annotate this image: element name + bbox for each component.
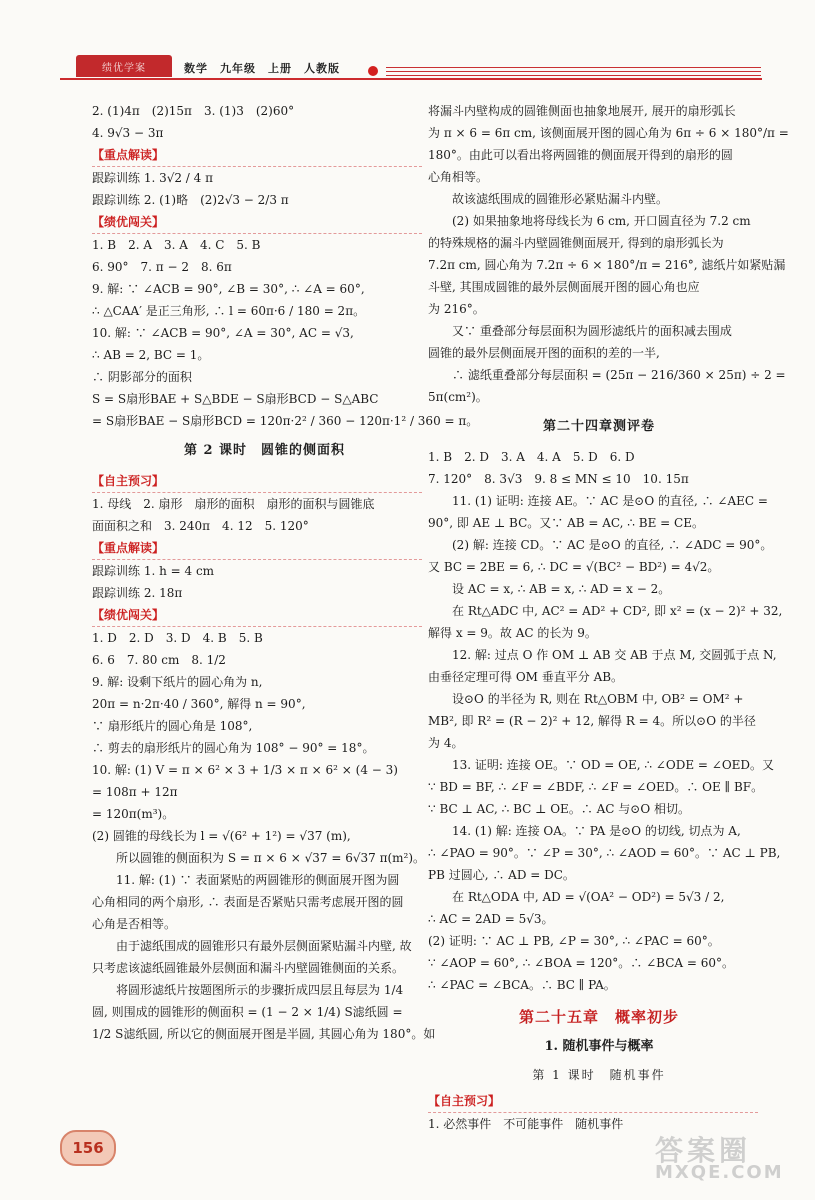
answer-line: 又∵ 重叠部分每层面积为圆形滤纸片的面积减去围成 (452, 324, 732, 338)
answer-line: = S扇形BAE − S扇形BCD = 120π·2² / 360 − 120π·1² / 360 = π。 (92, 414, 479, 428)
section-tag (92, 470, 437, 493)
answer-line: 为 4。 (428, 736, 464, 750)
answer-line: ∵ ∠AOP = 60°, ∴ ∠BOA = 120°。∴ ∠BCA = 60°。 (428, 956, 735, 970)
answer-line: 跟踪训练 2. 18π (92, 586, 183, 600)
answer-line: 将圆形滤纸片按题图所示的步骤折成四层且每层为 1/4 (116, 983, 404, 997)
answer-line: 心角相同的两个扇形, ∴ 表面是否紧贴只需考虑展开图的圆 (92, 895, 404, 909)
answer-line: ∴ 阴影部分的面积 (92, 370, 192, 384)
answer-line: (2) 如果抽象地将母线长为 6 cm, 开口圆直径为 7.2 cm (452, 214, 751, 228)
answer-line: 心角是否相等。 (92, 917, 177, 931)
section-tag-label: 【自主预习】 (428, 1090, 758, 1113)
answer-line: 180°。由此可以看出将两圆锥的侧面展开得到的扇形的圆 (428, 148, 733, 162)
answer-line: 1/2 S滤纸圆, 所以它的侧面展开图是半圆, 其圆心角为 180°。如 (92, 1027, 436, 1041)
answer-line: 9. 解: 设剩下纸片的圆心角为 n, (92, 675, 263, 689)
answer-line: ∴ AC = 2AD = 5√3。 (428, 912, 554, 926)
answer-line: 1. B 2. A 3. A 4. C 5. B (92, 238, 261, 252)
answer-line: 面面积之和 3. 240π 4. 12 5. 120° (92, 519, 309, 533)
page-number: 156 (60, 1130, 116, 1166)
answer-line: ∵ BD = BF, ∴ ∠F = ∠BDF, ∴ ∠F = ∠OED。∴ OE ∥ BF。 (428, 780, 764, 794)
answer-line: 斗壁, 其围成圆锥的最外层侧面展开图的圆心角也应 (428, 280, 700, 294)
header-tab: 绩优学案 (76, 55, 172, 77)
answer-line: ∴ AB = 2, BC = 1。 (92, 348, 210, 362)
answer-line: 为 π × 6 = 6π cm, 该侧面展开图的圆心角为 6π ÷ 6 × 180°/π = (428, 126, 789, 140)
answer-line: 1. B 2. D 3. A 4. A 5. D 6. D (428, 450, 635, 464)
answer-line: (2) 圆锥的母线长为 l = √(6² + 1²) = √37 (m), (92, 829, 351, 843)
answer-line: ∴ 滤纸重叠部分每层面积 = (25π − 216/360 × 25π) ÷ 2 = (452, 368, 786, 382)
subsection-heading: 1. 随机事件与概率 (544, 1039, 654, 1054)
watermark-logo: 答案圈 (655, 1134, 752, 1167)
answer-line: 所以圆锥的侧面积为 S = π × 6 × √37 = 6√37 π(m²)。 (116, 851, 426, 865)
header-baseline (60, 78, 762, 80)
answer-line: 90°, 即 AE ⊥ BC。又∵ AB = AC, ∴ BE = CE。 (428, 516, 704, 530)
section-tag (92, 211, 437, 234)
answer-line: 在 Rt△ODA 中, AD = √(OA² − OD²) = 5√3 / 2, (452, 890, 725, 904)
answer-line: 7.2π cm, 圆心角为 7.2π ÷ 6 × 180°/π = 216°, 滤纸片如紧贴漏 (428, 258, 786, 272)
answer-line: 圆, 则围成的圆锥形的侧面积 = (1 − 2 × 1/4) S滤纸圆 = (92, 1005, 403, 1019)
header-rule (386, 71, 761, 72)
section-tag-label: 【绩优闯关】 (92, 211, 422, 234)
answer-line: 设 AC = x, ∴ AB = x, ∴ AD = x − 2。 (452, 582, 671, 596)
section-heading: 第 2 课时 圆锥的侧面积 (183, 443, 346, 458)
header-rule (386, 67, 761, 68)
right-column (428, 100, 789, 1135)
section-tag (428, 1090, 770, 1113)
answer-line: 2. (1)4π (2)15π 3. (1)3 (2)60° (92, 104, 295, 118)
section-tag (92, 144, 437, 167)
answer-line: 为 216°。 (428, 302, 485, 316)
watermark (655, 1134, 784, 1184)
section-tag (92, 537, 437, 560)
answer-line: 解得 x = 9。故 AC 的长为 9。 (428, 626, 597, 640)
answer-line: 在 Rt△ADC 中, AC² = AD² + CD², 即 x² = (x − 2)² + 32, (452, 604, 783, 618)
answer-line: (2) 解: 连接 CD。∵ AC 是⊙O 的直径, ∴ ∠ADC = 90°。 (452, 538, 773, 552)
header-rule (386, 75, 761, 76)
answer-line: (2) 证明: ∵ AC ⊥ PB, ∠P = 30°, ∴ ∠PAC = 60°。 (428, 934, 720, 948)
answer-line: ∴ ∠PAC = ∠BCA。∴ BC ∥ PA。 (428, 978, 616, 992)
answer-line: 1. 必然事件 不可能事件 随机事件 (428, 1117, 624, 1131)
answer-line: 9. 解: ∵ ∠ACB = 90°, ∠B = 30°, ∴ ∠A = 60°, (92, 282, 365, 296)
answer-line: 跟踪训练 1. 3√2 / 4 π (92, 171, 214, 185)
answer-line: 由垂径定理可得 OM 垂直平分 AB。 (428, 670, 624, 684)
section-tag-label: 【绩优闯关】 (92, 604, 422, 627)
answer-line: 13. 证明: 连接 OE。∵ OD = OE, ∴ ∠ODE = ∠OED。又 (452, 758, 775, 772)
answer-line: = 120π(m³)。 (92, 807, 175, 821)
answer-line: 5π(cm²)。 (428, 390, 488, 404)
answer-line: 设⊙O 的半径为 R, 则在 Rt△OBM 中, OB² = OM² + (452, 692, 744, 706)
answer-line: 心角相等。 (428, 170, 489, 184)
answer-line: PB 过圆心, ∴ AD = DC。 (428, 868, 575, 882)
answer-line: 10. 解: ∵ ∠ACB = 90°, ∠A = 30°, AC = √3, (92, 326, 354, 340)
answer-line: 6. 6 7. 80 cm 8. 1/2 (92, 653, 226, 667)
answer-line: 4. 9√3 − 3π (92, 126, 164, 140)
answer-line: 12. 解: 过点 O 作 OM ⊥ AB 交 AB 于点 M, 交圆弧于点 N, (452, 648, 777, 662)
answer-line: 7. 120° 8. 3√3 9. 8 ≤ MN ≤ 10 10. 15π (428, 472, 689, 486)
section-tag-label: 【自主预习】 (92, 470, 422, 493)
section-tag (92, 604, 437, 627)
section-heading: 第二十四章测评卷 (542, 419, 655, 434)
answer-line: ∵ 扇形纸片的圆心角是 108°, (92, 719, 253, 733)
answer-line: 跟踪训练 2. (1)略 (2)2√3 − 2/3 π (92, 193, 289, 207)
answer-line: 将漏斗内壁构成的圆锥侧面也抽象地展开, 展开的扇形弧长 (428, 104, 736, 118)
answer-line: S = S扇形BAE + S△BDE − S扇形BCD − S△ABC (92, 392, 379, 406)
answer-line: ∴ △CAA′ 是正三角形, ∴ l = 60π·6 / 180 = 2π。 (92, 304, 366, 318)
answer-line: 11. (1) 证明: 连接 AE。∵ AC 是⊙O 的直径, ∴ ∠AEC = (452, 494, 768, 508)
answer-line: 1. 母线 2. 扇形 扇形的面积 扇形的面积与圆锥底 (92, 497, 375, 511)
answer-line: 1. D 2. D 3. D 4. B 5. B (92, 631, 263, 645)
answer-line: 20π = n·2π·40 / 360°, 解得 n = 90°, (92, 697, 306, 711)
answer-line: ∵ BC ⊥ AC, ∴ BC ⊥ OE。∴ AC 与⊙O 相切。 (428, 802, 691, 816)
header-dot-icon (368, 66, 378, 76)
chapter-heading: 第二十五章 概率初步 (518, 1008, 679, 1026)
answer-line: 6. 90° 7. π − 2 8. 6π (92, 260, 232, 274)
header-title: 数学 九年级 上册 人教版 (184, 62, 340, 75)
section-tag-label: 【重点解读】 (92, 537, 422, 560)
answer-line: 圆锥的最外层侧面展开图的面积的差的一半, (428, 346, 660, 360)
section-tag-label: 【重点解读】 (92, 144, 422, 167)
lesson-heading: 第 1 课时 随机事件 (532, 1068, 666, 1082)
answer-line: 14. (1) 解: 连接 OA。∵ PA 是⊙O 的切线, 切点为 A, (452, 824, 741, 838)
answer-line: 10. 解: (1) V = π × 6² × 3 + 1/3 × π × 6² × (4 − 3) (92, 763, 398, 777)
answer-line: 跟踪训练 1. h = 4 cm (92, 564, 215, 578)
watermark-url: MXQE.COM (655, 1162, 784, 1183)
answer-line: = 108π + 12π (92, 785, 178, 799)
answer-line: 又 BC = 2BE = 6, ∴ DC = √(BC² − BD²) = 4√2。 (428, 560, 720, 574)
answer-line: 由于滤纸围成的圆锥形只有最外层侧面紧贴漏斗内壁, 故 (116, 939, 412, 953)
answer-line: 故该滤纸围成的圆锥形必紧贴漏斗内壁。 (452, 192, 669, 206)
answer-line: MB², 即 R² = (R − 2)² + 12, 解得 R = 4。所以⊙O 的半径 (428, 714, 756, 728)
answer-line: 的特殊规格的漏斗内壁圆锥侧面展开, 得到的扇形弧长为 (428, 236, 724, 250)
answer-line: 11. 解: (1) ∵ 表面紧贴的两圆锥形的侧面展开图为圆 (116, 873, 400, 887)
answer-line: ∴ 剪去的扇形纸片的圆心角为 108° − 90° = 18°。 (92, 741, 375, 755)
answer-line: 只考虑该滤纸圆锥最外层侧面和漏斗内壁圆锥侧面的关系。 (92, 961, 405, 975)
answer-line: ∴ ∠PAO = 90°。∵ ∠P = 30°, ∴ ∠AOD = 60°。∵ AC ⊥ PB, (428, 846, 781, 860)
